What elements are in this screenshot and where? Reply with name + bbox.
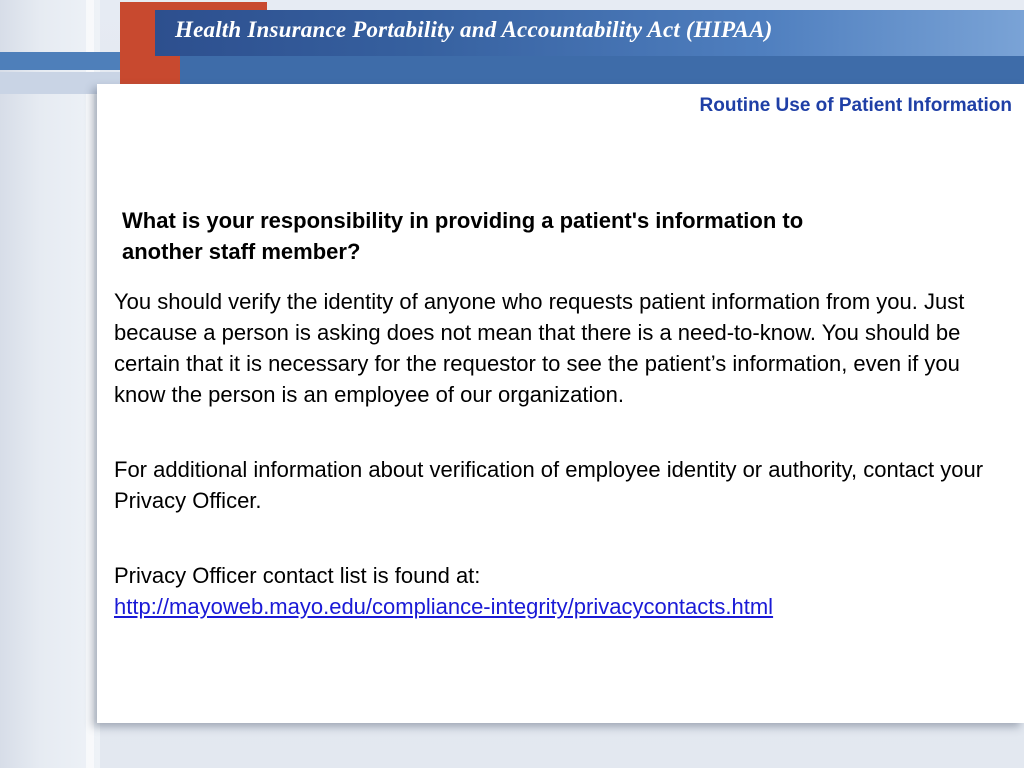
page-title: Health Insurance Portability and Accountability Act (HIPAA) xyxy=(175,17,773,42)
slide-subtitle: Routine Use of Patient Information xyxy=(699,95,1012,116)
header-shadow-band xyxy=(180,56,1024,86)
body-text xyxy=(114,286,1004,622)
privacy-contacts-link[interactable]: http://mayoweb.mayo.edu/compliance-integrity/privacycontacts.html xyxy=(114,594,774,619)
contact-intro: Privacy Officer contact list is found at: xyxy=(114,563,481,588)
left-decor-band xyxy=(0,0,100,768)
paragraph-additional: For additional information about verification of employee identity or authority, contact your Privacy Officer. xyxy=(114,457,984,513)
left-decor-line xyxy=(86,0,94,768)
question-heading: What is your responsibility in providing a patient's information to another staff member? xyxy=(122,208,804,264)
paragraph-verify: You should verify the identity of anyone who requests patient information from you. Just because a person is asking does not mean that there is a need-to-know. You should be certain that it is necessary for the requestor to see the patient’s information, even if you know the person is an employee of our organization. xyxy=(114,289,965,407)
paragraph-contact xyxy=(114,560,1004,622)
